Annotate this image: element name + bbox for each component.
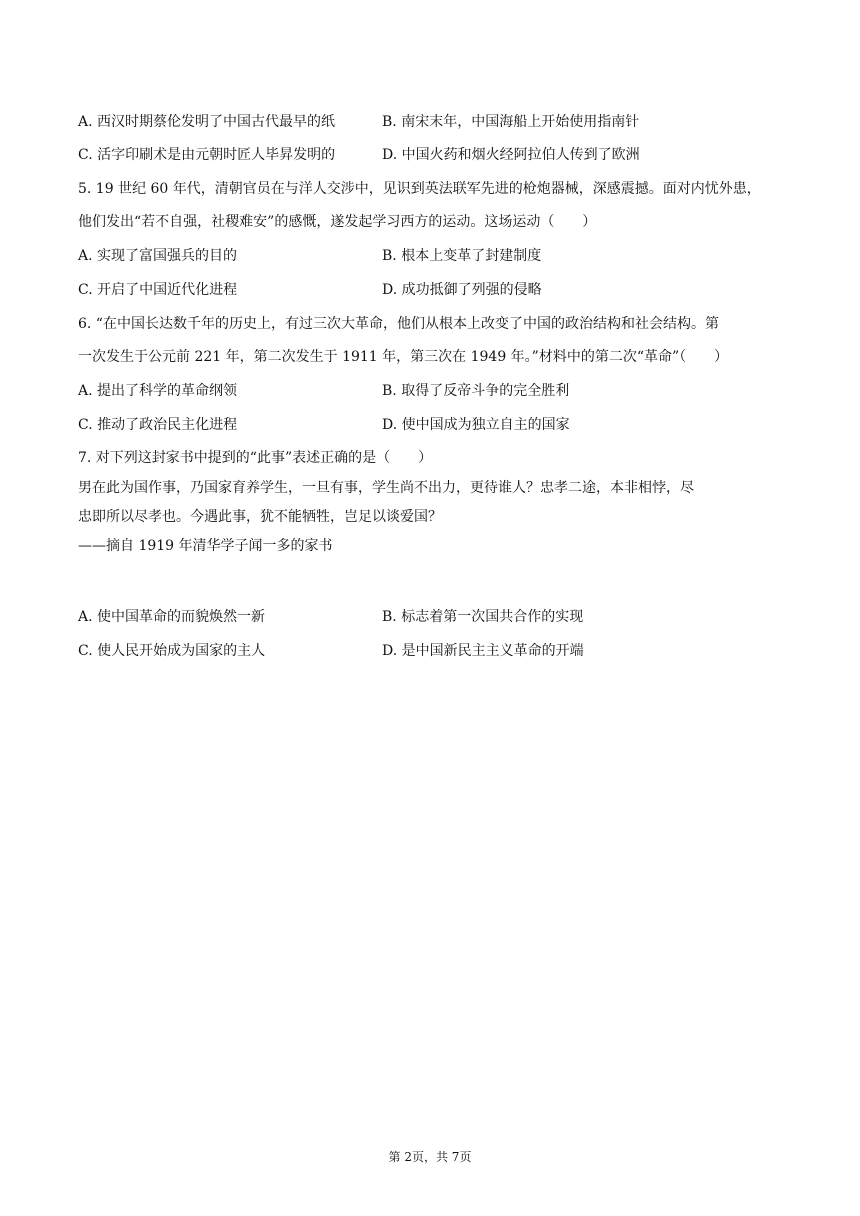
q7-options-row-2 (78, 641, 778, 661)
q5-stem-line-2: 他们发出“若不自强，社稷难安”的感慨，遂发起学习西方的运动。这场运动（ ） (78, 214, 597, 230)
q4-options-row-2 (78, 145, 778, 165)
q5-option-b: B. 根本上变革了封建制度 (382, 248, 542, 264)
q6-stem-line-2: 一次发生于公元前 221 年，第二次发生于 1911 年，第三次在 1949 年。”材料中的第二次“革命”（ ） (78, 349, 729, 365)
q7-option-a: A. 使中国革命的而貌焕然一新 (78, 609, 266, 625)
q7-option-d: D. 是中国新民主主义革命的开端 (382, 643, 584, 659)
q5-options-row-1 (78, 246, 778, 266)
q5-option-a: A. 实现了富国强兵的目的 (78, 248, 238, 264)
q6-option-d: D. 使中国成为独立自主的国家 (382, 417, 570, 433)
q4-option-d: D. 中国火药和烟火经阿拉伯人传到了欧洲 (382, 147, 640, 163)
q4-option-a: A. 西汉时期蔡伦发明了中国古代最早的纸 (78, 114, 336, 130)
q6-options-row-2 (78, 415, 778, 435)
q7-quote-line-2: 忠即所以尽孝也。今遇此事，犹不能牺牲，岂足以谈爱国？ (78, 509, 442, 525)
q6-option-a: A. 提出了科学的革命纲领 (78, 383, 238, 399)
q5-options-row-2 (78, 280, 778, 300)
q5-stem-line-1: 5. 19 世纪 60 年代，清朝官员在与洋人交涉中，见识到英法联军先进的枪炮器械，深感震撼。面对内忧外患， (78, 181, 761, 197)
q7-options-row-1 (78, 607, 778, 627)
q5-option-c: C. 开启了中国近代化进程 (78, 282, 238, 298)
q7-option-b: B. 标志着第一次国共合作的实现 (382, 609, 584, 625)
q7-quote-source: ——摘自 1919 年清华学子闻一多的家书 (78, 538, 333, 554)
page-footer: 第 2页，共 7页 (388, 1150, 472, 1164)
q7-stem: 7. 对下列这封家书中提到的“此事”表述正确的是（ ） (78, 450, 433, 466)
q7-quote-line-1: 男在此为国作事，乃国家育养学生，一旦有事，学生尚不出力，更待谁人？忠孝二途，本非相悖，尽 (78, 480, 694, 496)
q6-options-row-1 (78, 381, 778, 401)
q6-option-b: B. 取得了反帝斗争的完全胜利 (382, 383, 570, 399)
q6-stem-line-1: 6. “在中国长达数千年的历史上，有过三次大革命，他们从根本上改变了中国的政治结构和社会结构。第 (78, 316, 719, 332)
q4-options-row-1 (78, 112, 778, 132)
q6-option-c: C. 推动了政治民主化进程 (78, 417, 238, 433)
q4-option-b: B. 南宋末年，中国海船上开始使用指南针 (382, 114, 640, 130)
q7-option-c: C. 使人民开始成为国家的主人 (78, 643, 266, 659)
q5-option-d: D. 成功抵御了列强的侵略 (382, 282, 542, 298)
q4-option-c: C. 活字印刷术是由元朝时匠人毕昇发明的 (78, 147, 336, 163)
